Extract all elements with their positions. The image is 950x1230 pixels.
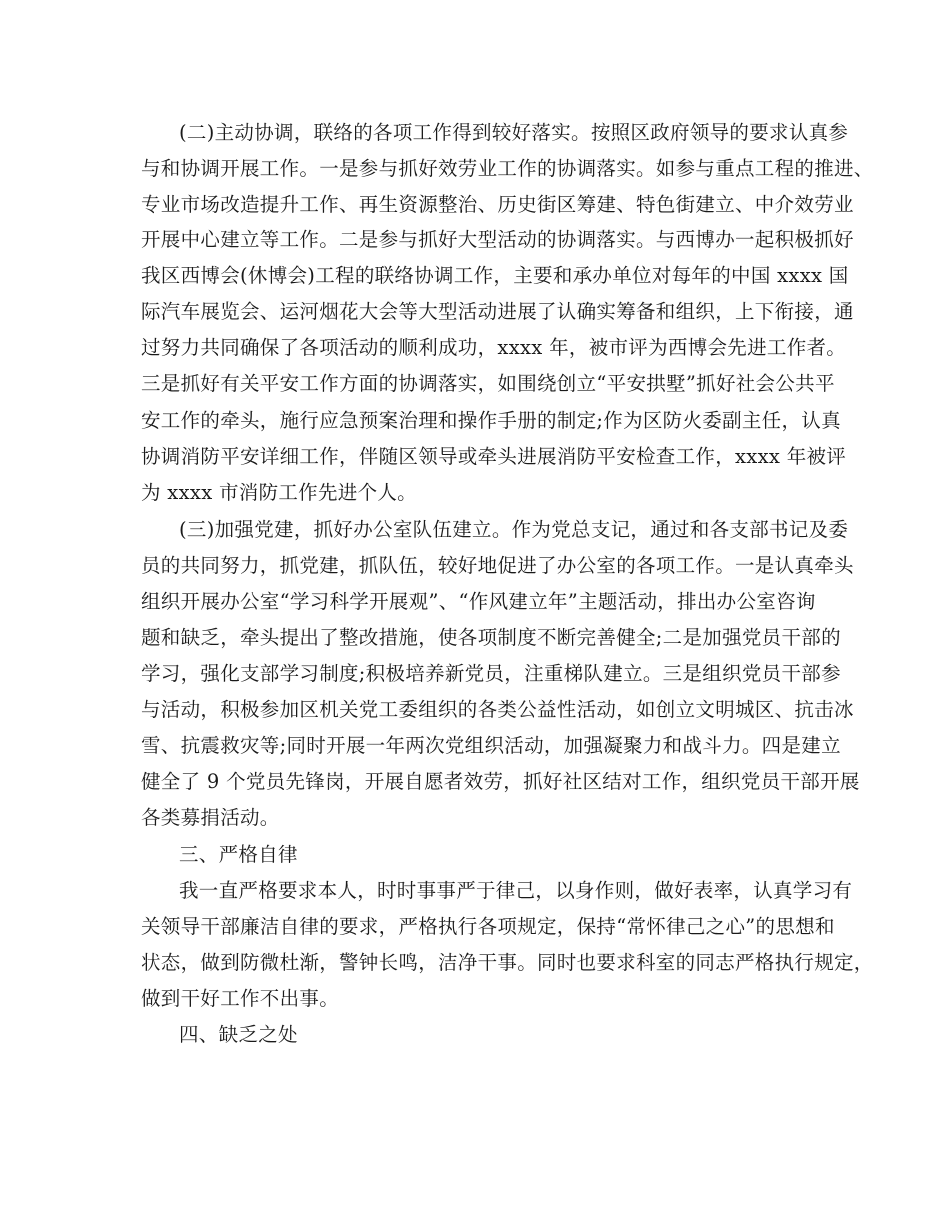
text-line: 开展中心建立等工作。二是参与抓好大型活动的协调落实。与西博办一起积极抓好 xyxy=(141,228,854,251)
text-line: 雪、抗震救灾等;同时开展一年两次党组织活动，加强凝聚力和战斗力。四是建立 xyxy=(141,734,841,757)
text-line: 员的共同努力，抓党建，抓队伍，较好地促进了办公室的各项工作。一是认真牵头 xyxy=(141,554,854,577)
text-line: 题和缺乏，牵头提出了整改措施，使各项制度不断完善健全;二是加强党员干部的 xyxy=(141,626,841,649)
text-line: (三)加强党建，抓好办公室队伍建立。作为党总支记，通过和各支部书记及委 xyxy=(179,518,849,541)
text-line: 际汽车展览会、运河烟花大会等大型活动进展了认确实筹备和组织，上下衔接，通 xyxy=(141,300,854,323)
text-line: 专业市场改造提升工作、再生资源整治、历史街区筹建、特色街建立、中介效劳业 xyxy=(141,193,854,216)
text-line: 状态，做到防微杜渐，警钟长鸣，洁净干事。同时也要求科室的同志严格执行规定， xyxy=(141,951,874,974)
text-line: 做到干好工作不出事。 xyxy=(141,987,340,1010)
text-line: (二)主动协调，联络的各项工作得到较好落实。按照区政府领导的要求认真参 xyxy=(179,121,849,144)
section-heading: 三、严格自律 xyxy=(179,843,298,866)
text-line: 我区西博会(休博会)工程的联络协调工作，主要和承办单位对每年的中国 xxxx 国 xyxy=(141,264,849,287)
text-line: 三是抓好有关平安工作方面的协调落实，如围绕创立“平安拱墅”抓好社会公共平 xyxy=(141,372,835,395)
section-heading: 四、缺乏之处 xyxy=(179,1023,298,1046)
text-line: 过努力共同确保了各项活动的顺利成功，xxxx 年，被市评为西博会先进工作者。 xyxy=(141,336,847,359)
text-line: 我一直严格要求本人，时时事事严于律己，以身作则，做好表率，认真学习有 xyxy=(179,879,853,902)
text-line: 学习，强化支部学习制度;积极培养新党员，注重梯队建立。三是组织党员干部参 xyxy=(141,662,841,685)
text-line: 为 xxxx 市消防工作先进个人。 xyxy=(141,481,417,504)
text-line: 协调消防平安详细工作，伴随区领导或牵头进展消防平安检查工作，xxxx 年被评 xyxy=(141,445,847,468)
text-line: 与活动，积极参加区机关党工委组织的各类公益性活动，如创立文明城区、抗击冰 xyxy=(141,698,854,721)
text-line: 安工作的牵头，施行应急预案治理和操作手册的制定;作为区防火委副主任，认真 xyxy=(141,409,841,432)
text-line: 健全了 9 个党员先锋岗，开展自愿者效劳，抓好社区结对工作，组织党员干部开展 xyxy=(141,770,860,793)
text-line: 各类募捐活动。 xyxy=(141,806,280,829)
text-line: 关领导干部廉洁自律的要求，严格执行各项规定，保持“常怀律己之心”的思想和 xyxy=(141,915,835,938)
text-line: 组织开展办公室“学习科学开展观”、“作风建立年”主题活动，排出办公室咨询 xyxy=(141,590,816,613)
text-line: 与和协调开展工作。一是参与抓好效劳业工作的协调落实。如参与重点工程的推进、 xyxy=(141,157,874,180)
